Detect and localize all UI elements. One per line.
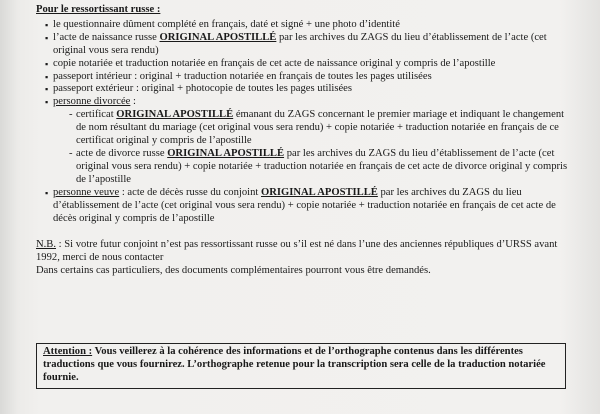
original-apostille-emphasis: ORIGINAL APOSTILLÉ (167, 147, 285, 159)
divorced-label: personne divorcée (53, 96, 131, 108)
list-item-widow: ▪ personne veuve : acte de décès russe du conjoint ORIGINAL APOSTILLÉ par les archives du ZAGS du lieu d’établissement de l’acte (cet original vous sera rendu) + copie notariée + traduction notariée en français de cet acte de décès original y compris de l’apostille (45, 187, 576, 226)
original-apostille-emphasis: ORIGINAL APOSTILLÉ (159, 31, 277, 43)
list-item-external-passport: ▪ passeport extérieur : original + photocopie de toutes les pages utilisées (45, 83, 576, 96)
original-apostille-emphasis: ORIGINAL APOSTILLÉ (260, 186, 378, 198)
list-item-internal-passport: ▪ passeport intérieur : original + traduction notariée en français de toutes les pages utilisées (45, 71, 576, 84)
divorced-sublist (53, 109, 576, 186)
list-item-notarized-copy: ▪ copie notariée et traduction notariée en français de cet acte de naissance original y compris de l’apostille (45, 58, 576, 71)
requirements-list (36, 19, 576, 226)
list-item-questionnaire: ▪ le questionnaire dûment complété en français, daté et signé + une photo d’identité (45, 19, 576, 32)
nb-paragraph: N.B. : Si votre futur conjoint n’est pas ressortissant russe ou s’il est né dans l’une des anciennes républiques d’URSS avant 1992, merci de nous contacter (36, 239, 558, 264)
sublist-item-divorce-act: - acte de divorce russe ORIGINAL APOSTILLÉ par les archives du ZAGS du lieu d’établissement de l’acte (cet original vous sera rendu) + copie notariée + traduction notariée en français de cet acte de divorce original y compris de l’apostille (69, 148, 576, 187)
attention-box: Attention : Vous veillerez à la cohérence des informations et de l’orthographe contenus dans les différentes traductions que vous fournirez. L’orthographe retenue pour la transcription sera celle de la traduction notariée fournie. (36, 343, 566, 389)
original-apostille-emphasis: ORIGINAL APOSTILLÉ (116, 109, 234, 121)
nb-label: N.B. (36, 239, 57, 251)
attention-label: Attention : (43, 346, 93, 357)
list-item-birth-certificate: ▪ l’acte de naissance russe ORIGINAL APOSTILLÉ par les archives du ZAGS du lieu d’établissement de l’acte (cet original vous sera rendu) (45, 32, 576, 58)
widow-label: personne veuve (53, 186, 120, 198)
section-heading: Pour le ressortissant russe : (36, 4, 161, 15)
requirements-sheet (36, 4, 576, 278)
nb-additional-note: Dans certains cas particuliers, des documents complémentaires pourront vous être demandés. (36, 265, 431, 277)
sublist-item-marriage-certificate: - certificat ORIGINAL APOSTILLÉ émanant du ZAGS concernant le premier mariage et indiquant le changement de nom résultant du mariage (cet original vous sera rendu) + copie notariée + traduction notariée en français de ce certificat original y compris de l’apostille (69, 109, 576, 148)
nota-bene (36, 239, 576, 278)
list-item-divorced: ▪ personne divorcée : - certificat ORIGINAL APOSTILLÉ émanant du ZAGS concernant le premier mariage et indiquant le changement de nom résultant du mariage (cet original vous sera rendu) + copie notariée + traduction notariée en français de ce certificat original y compris de l’apostille - acte de divorce russe ORIGINAL APOSTILLÉ par les archives du ZAGS du lieu d’établissement de l’acte (cet original vous sera rendu) + copie notariée + traduction notariée en français de cet acte de divorce original y compris de l’apostille (45, 96, 576, 186)
